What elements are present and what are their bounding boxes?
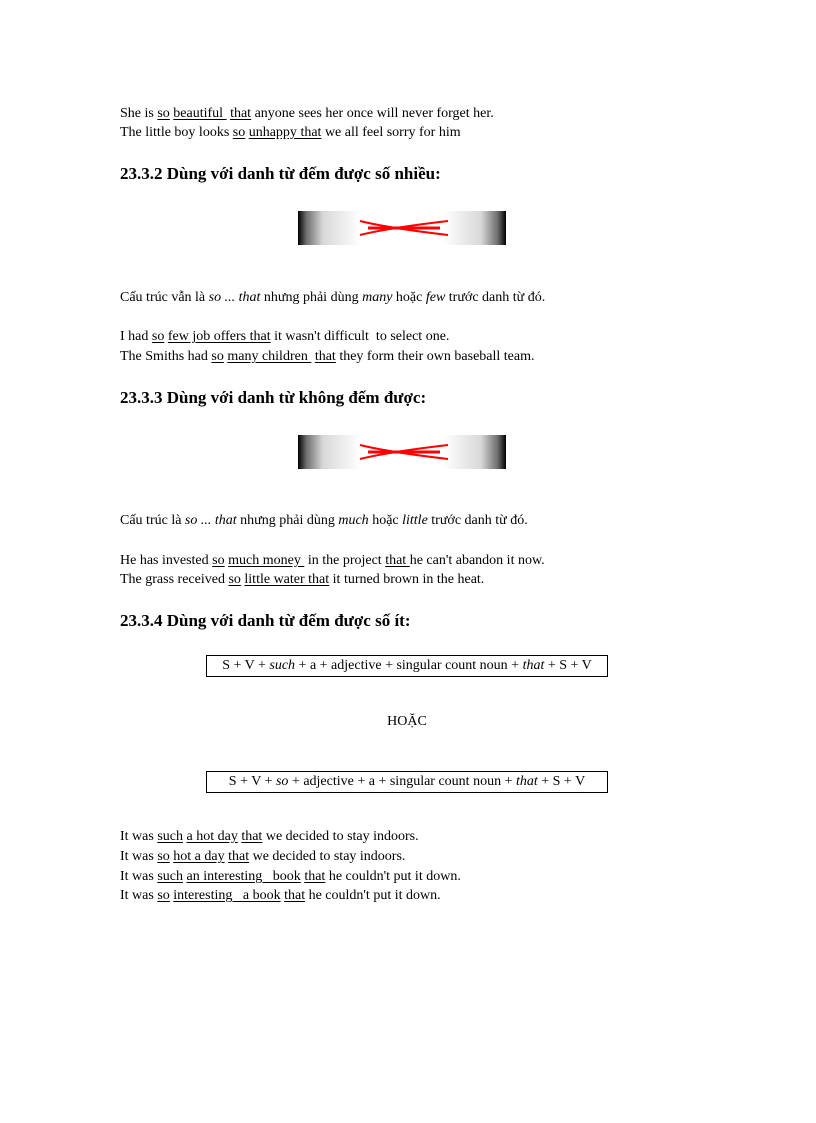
example-sentence: It was such a hot day that we decided to stay indoors. (120, 829, 419, 844)
broken-image-placeholder-icon (298, 211, 506, 245)
or-label: HOẶC (387, 714, 427, 729)
cross-graphic (298, 211, 506, 245)
broken-image-placeholder-icon (298, 435, 506, 469)
example-sentence: The little boy looks so unhappy that we all feel sorry for him (120, 125, 461, 140)
example-sentence: It was such an interesting book that he couldn't put it down. (120, 869, 461, 884)
example-sentence: It was so interesting a book that he couldn't put it down. (120, 888, 441, 903)
structure-note: Cấu trúc là so ... that nhưng phải dùng much hoặc little trước danh từ đó. (120, 513, 528, 528)
section-heading: 23.3.2 Dùng với danh từ đếm được số nhiều: (120, 164, 441, 183)
example-sentence: The Smiths had so many children that they form their own baseball team. (120, 349, 535, 364)
example-sentence: It was so hot a day that we decided to stay indoors. (120, 849, 406, 864)
example-sentence: He has invested so much money in the project that he can't abandon it now. (120, 553, 545, 568)
structure-note: Cấu trúc vẫn là so ... that nhưng phải dùng many hoặc few trước danh từ đó. (120, 290, 546, 305)
formula-box: S + V + such + a + adjective + singular count noun + that + S + V (206, 655, 608, 677)
section-heading: 23.3.3 Dùng với danh từ không đếm được: (120, 388, 427, 407)
formula-box: S + V + so + adjective + a + singular count noun + that + S + V (206, 771, 608, 793)
cross-graphic (298, 435, 506, 469)
example-sentence: I had so few job offers that it wasn't difficult to select one. (120, 329, 450, 344)
example-sentence: She is so beautiful that anyone sees her once will never forget her. (120, 106, 494, 121)
section-heading: 23.3.4 Dùng với danh từ đếm được số ít: (120, 611, 411, 630)
example-sentence: The grass received so little water that it turned brown in the heat. (120, 572, 485, 587)
